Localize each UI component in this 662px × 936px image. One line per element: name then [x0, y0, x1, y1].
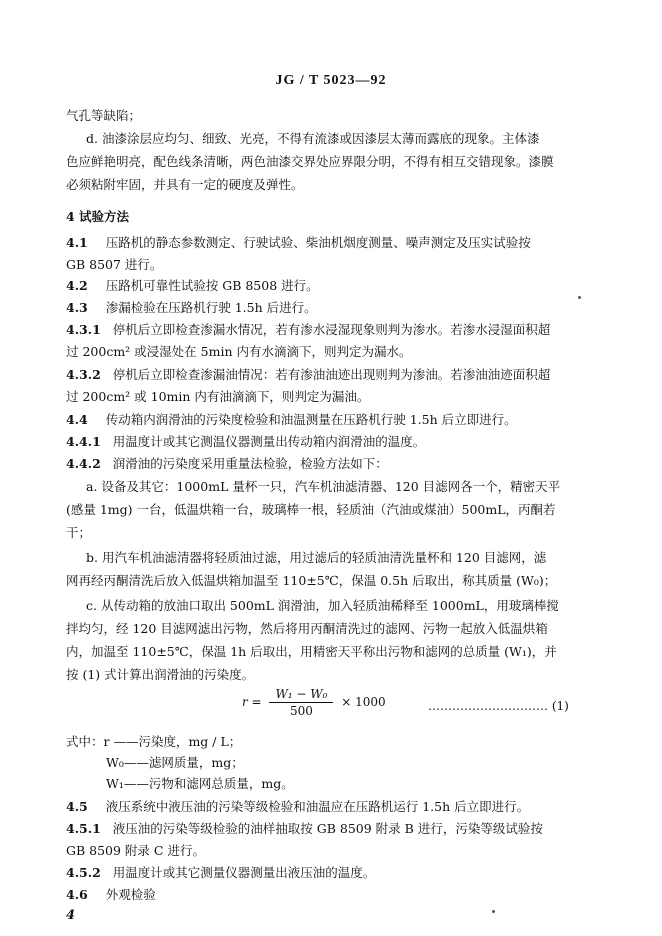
item-number: 4.1 [66, 235, 88, 250]
sub-a-line-3: 干； [66, 525, 92, 540]
item-4-1-cont: GB 8507 进行。 [66, 257, 163, 272]
formula-number: ………………………… (1) [428, 699, 569, 713]
item-4-4-1 [66, 430, 425, 454]
item-4-5 [66, 795, 529, 819]
section-title: 4 试验方法 [66, 209, 130, 224]
scan-speck [578, 296, 581, 299]
sub-c-line-1: c. 从传动箱的放油口取出 500mL 润滑油，加入轻质油稀释至 1000mL，用玻璃棒搅 [86, 598, 559, 613]
page-number: 4 [66, 908, 76, 923]
intro-line-2: d. 油漆涂层应均匀、细致、光亮，不得有流漆或因漆层太薄而露底的现象。主体漆 [86, 131, 540, 146]
page-header: JG / T 5023—92 [275, 73, 387, 88]
item-4-3 [66, 296, 317, 320]
sub-a-line-1: a. 设备及其它：1000mL 量杯一只，汽车机油滤清器、120 目滤网各一个，精密天平 [86, 479, 561, 494]
item-number: 4.4.2 [66, 456, 101, 471]
intro-line-1: 气孔等缺陷； [66, 108, 142, 123]
item-number: 4.5 [66, 799, 88, 814]
sub-b-line-1: b. 用汽车机油滤清器将轻质油过滤，用过滤后的轻质油清洗量杯和 120 目滤网，滤 [86, 550, 547, 565]
where-line-1: 式中：r ——污染度，mg / L； [66, 734, 242, 749]
item-text: 外观检验 [105, 887, 156, 902]
item-4-3-1-cont: 过 200cm² 或浸湿处在 5min 内有水滴滴下，则判定为漏水。 [66, 344, 412, 359]
item-4-3-2-cont: 过 200cm² 或 10min 内有油滴滴下，则判定为漏油。 [66, 389, 370, 404]
sub-a-line-2: (感量 1mg) 一台，低温烘箱一台，玻璃棒一根，轻质油（汽油或煤油）500mL，丙酮若 [66, 502, 556, 517]
item-4-6 [66, 883, 156, 907]
item-text: 液压油的污染等级检验的油样抽取按 GB 8509 附录 B 进行，污染等级试验按 [112, 821, 543, 836]
item-text: 压路机的静态参数测定、行驶试验、柴油机烟度测量、噪声测定及压实试验按 [105, 235, 531, 250]
item-text: 停机后立即检查渗漏水情况，若有渗水浸湿现象则判为渗水。若渗水浸湿面积超 [112, 322, 551, 337]
item-number: 4.3.1 [66, 322, 101, 337]
formula-numerator: W₁ − W₀ [269, 687, 333, 703]
formula-fraction [269, 687, 333, 718]
item-number: 4.3 [66, 300, 88, 315]
item-number: 4.5.1 [66, 821, 101, 836]
sub-c-line-3: 内，加温至 110±5℃，保温 1h 后取出，用精密天平称出污物和滤网的总质量 (W₁)，并 [66, 644, 557, 659]
sub-c-line-2: 拌均匀，经 120 目滤网滤出污物，然后将用丙酮清洗过的滤网、污物一起放入低温烘箱 [66, 621, 548, 636]
item-number: 4.3.2 [66, 367, 101, 382]
formula-denominator: 500 [289, 704, 313, 718]
formula-lhs: r = [242, 695, 262, 709]
item-number: 4.4.1 [66, 434, 101, 449]
item-text: 润滑油的污染度采用重量法检验，检验方法如下： [112, 456, 388, 471]
item-4-4 [66, 408, 517, 432]
formula-rhs: × 1000 [341, 695, 386, 709]
item-4-5-1-cont: GB 8509 附录 C 进行。 [66, 843, 205, 858]
intro-line-3: 色应鲜艳明亮，配色线条清晰，两色油漆交界处应界限分明，不得有相互交错现象。漆膜 [66, 154, 554, 169]
item-number: 4.4 [66, 412, 88, 427]
item-number: 4.5.2 [66, 865, 101, 880]
item-4-5-1 [66, 817, 543, 841]
sub-c-line-4: 按 (1) 式计算出润滑油的污染度。 [66, 667, 255, 682]
where-line-2: W₀——滤网质量，mg； [106, 755, 244, 770]
item-text: 渗漏检验在压路机行驶 1.5h 后进行。 [105, 300, 317, 315]
item-number: 4.2 [66, 278, 88, 293]
item-text: 压路机可靠性试验按 GB 8508 进行。 [105, 278, 319, 293]
where-line-3: W₁——污物和滤网总质量，mg。 [106, 776, 294, 791]
sub-b-line-2: 网再经丙酮清洗后放入低温烘箱加温至 110±5℃，保温 0.5h 后取出，称其质量 (W₀)； [66, 573, 557, 588]
item-4-5-2 [66, 861, 375, 885]
item-text: 液压系统中液压油的污染等级检验和油温应在压路机运行 1.5h 后立即进行。 [105, 799, 530, 814]
item-4-3-1 [66, 318, 550, 342]
item-text: 用温度计或其它测温仪器测量出传动箱内润滑油的温度。 [112, 434, 426, 449]
item-text: 用温度计或其它测量仪器测量出液压油的温度。 [112, 865, 376, 880]
formula [242, 687, 386, 718]
item-4-3-2 [66, 363, 550, 387]
item-4-1 [66, 231, 531, 255]
item-4-4-2 [66, 452, 388, 476]
item-4-2 [66, 274, 319, 298]
item-text: 停机后立即检查渗漏油情况：若有渗油油迹出现则判为渗油。若渗油油迹面积超 [112, 367, 551, 382]
item-number: 4.6 [66, 887, 88, 902]
item-text: 传动箱内润滑油的污染度检验和油温测量在压路机行驶 1.5h 后立即进行。 [105, 412, 517, 427]
intro-line-4: 必须粘附牢固，并具有一定的硬度及弹性。 [66, 177, 304, 192]
scan-speck [492, 910, 495, 913]
